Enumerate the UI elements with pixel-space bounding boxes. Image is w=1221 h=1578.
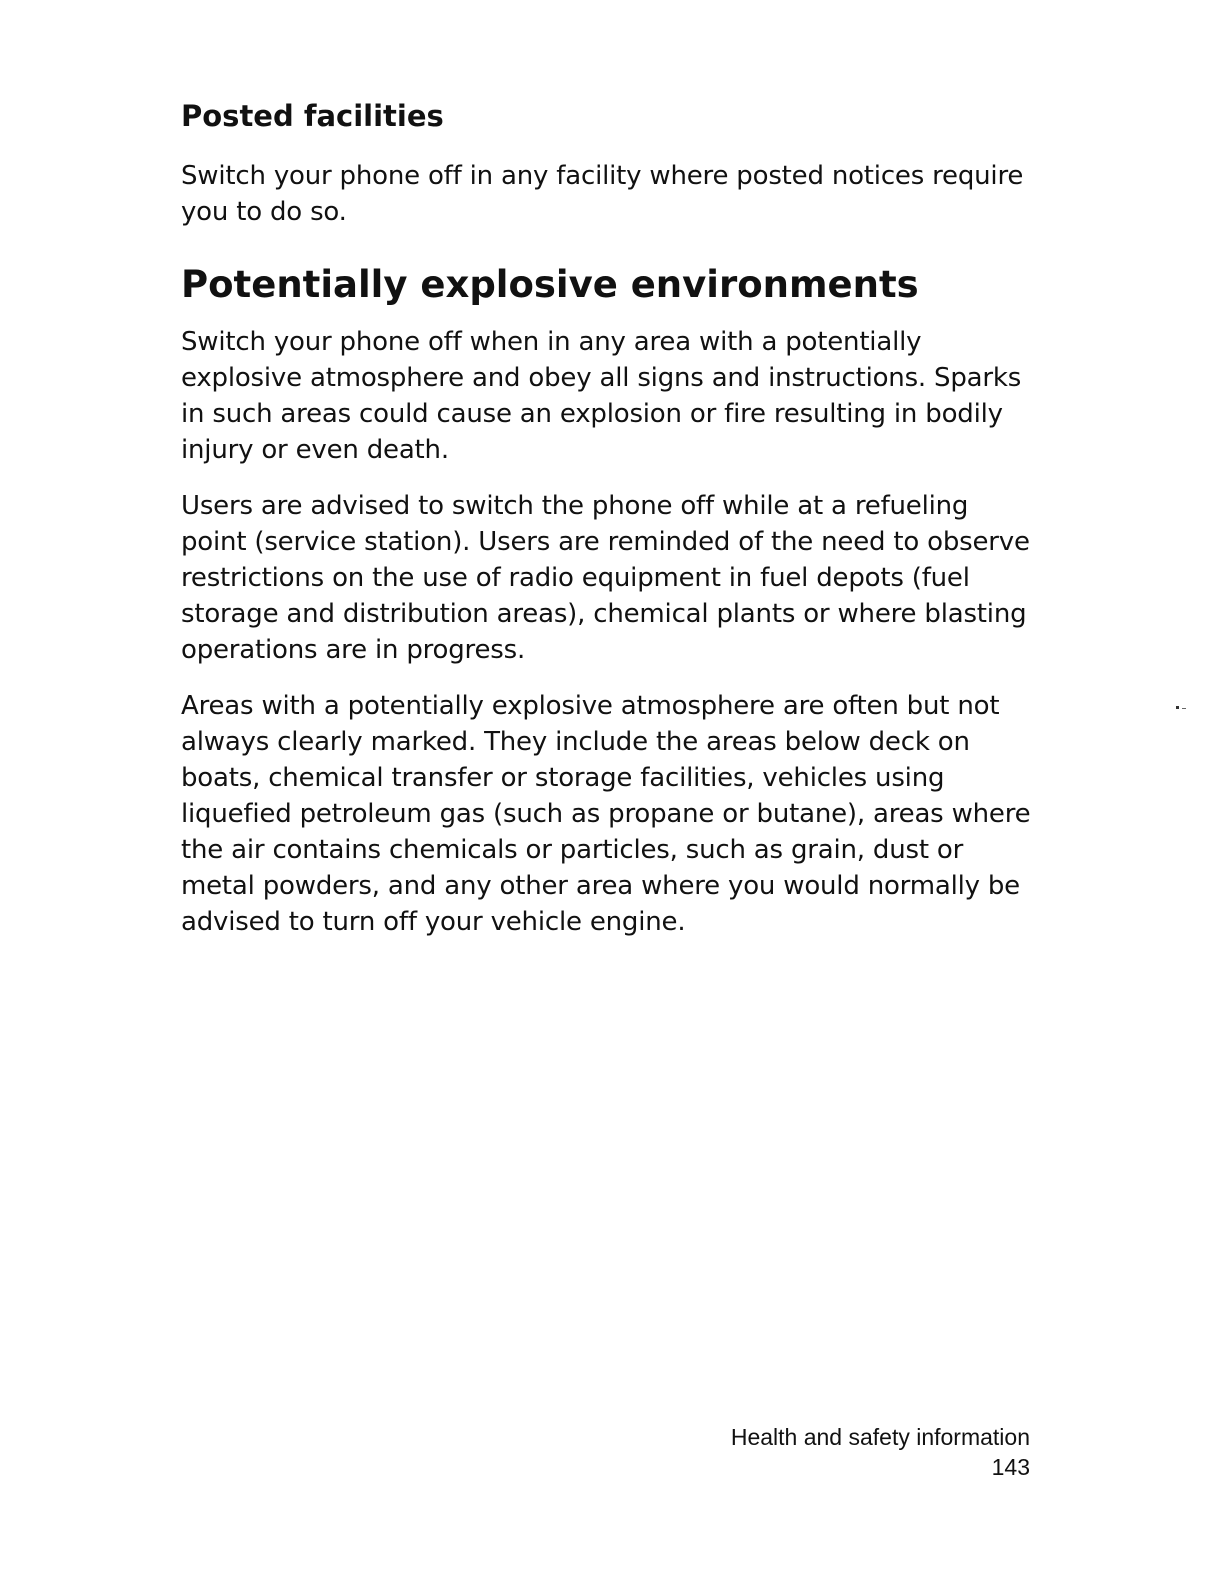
explosive-environments-paragraph-3: Areas with a potentially explosive atmosphere are often but not always clearly marked. They include the areas below deck on boats, chemical transfer or storage facilities, vehicles using liquefied petroleum gas (such as propane or butane), areas where the air contains chemicals or particles, such as grain, dust or metal powders, and any other area where you would normally be advised to turn off your vehicle engine. xyxy=(181,691,1031,937)
scan-artifact-mark xyxy=(1176,706,1186,710)
posted-facilities-paragraph: Switch your phone off in any facility where posted notices require you to do so. xyxy=(181,161,1024,227)
page-footer xyxy=(731,1422,1030,1482)
page-content xyxy=(181,96,1041,960)
scan-dash xyxy=(1182,708,1186,709)
footer-chapter-title: Health and safety information xyxy=(730,1424,1030,1450)
explosive-environments-paragraph-2: Users are advised to switch the phone off while at a refueling point (service station). Users are reminded of the need to observe restrictions on the use of radio equipment in fuel depots (fuel storage and distribution areas), chemical plants or where blasting operations are in progress. xyxy=(181,491,1030,665)
posted-facilities-heading: Posted facilities xyxy=(181,99,444,133)
footer-page-number: 143 xyxy=(991,1454,1030,1480)
explosive-environments-paragraph-1: Switch your phone off when in any area with a potentially explosive atmosphere and obey all signs and instructions. Sparks in such areas could cause an explosion or fire resulting in bodily injury or even death. xyxy=(181,327,1022,465)
explosive-environments-heading: Potentially explosive environments xyxy=(181,263,919,306)
scan-dot xyxy=(1176,706,1179,709)
